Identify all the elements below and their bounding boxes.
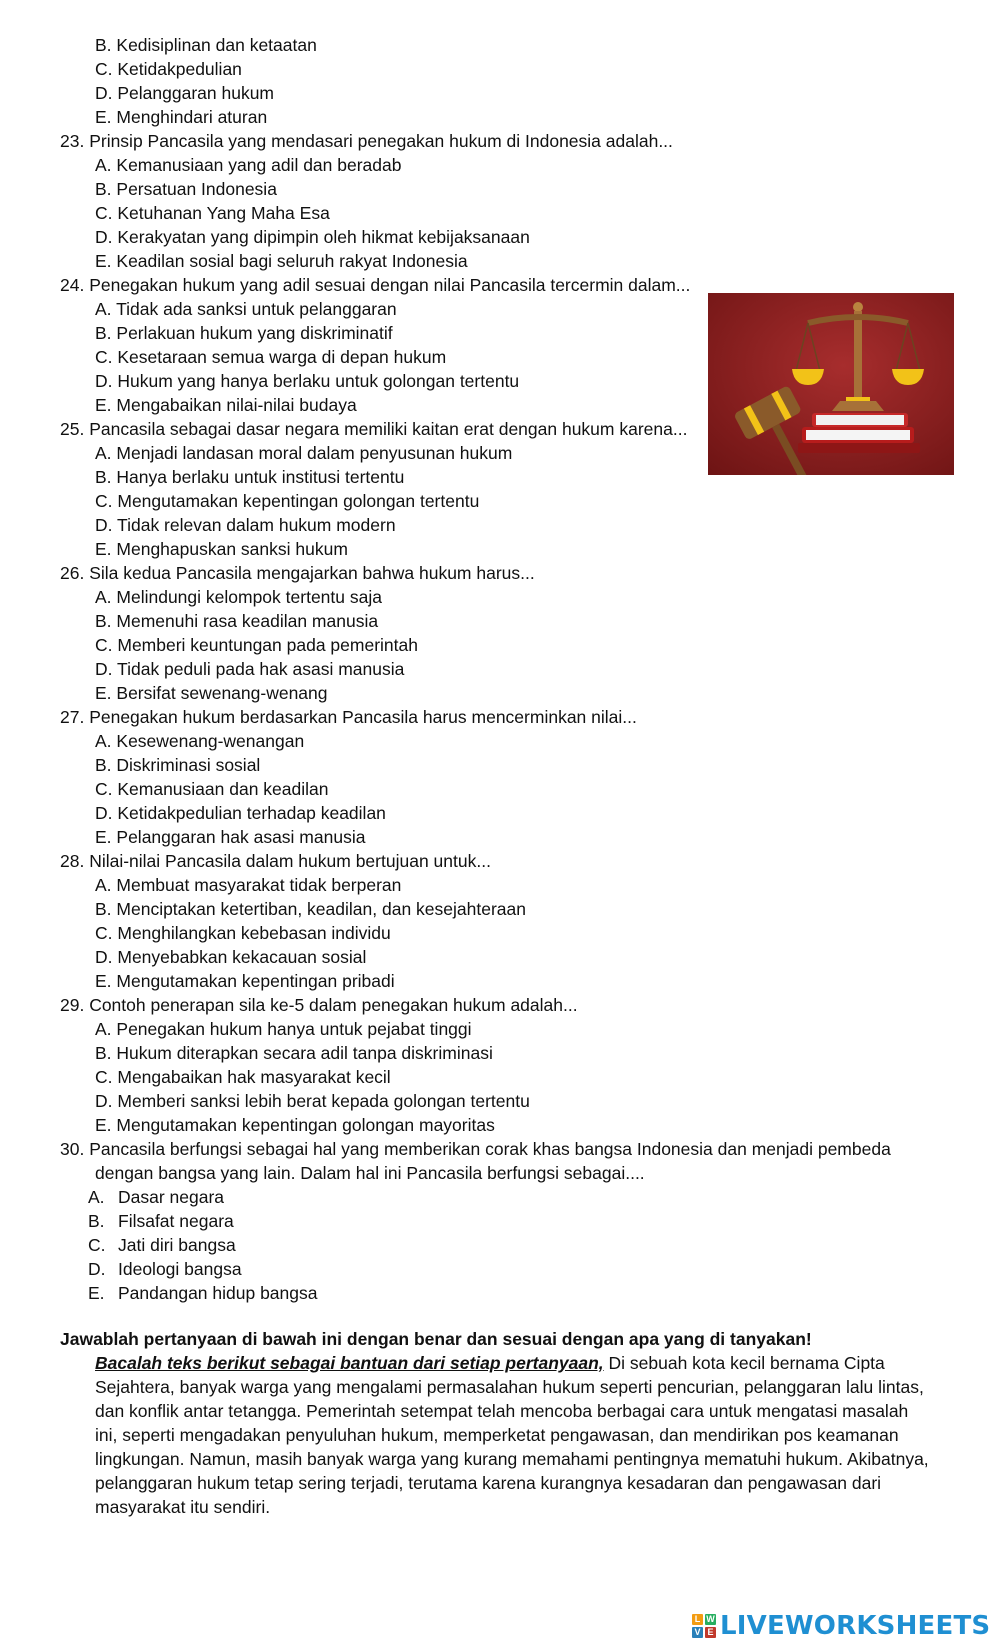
q25-option-a: A. Menjadi landasan moral dalam penyusunan hukum xyxy=(95,443,513,463)
question-27: 27. Penegakan hukum berdasarkan Pancasila harus mencerminkan nilai... xyxy=(60,707,637,727)
q26-option-d: D. Tidak peduli pada hak asasi manusia xyxy=(95,659,405,679)
q29-option-c: C. Mengabaikan hak masyarakat kecil xyxy=(95,1067,391,1087)
question-29: 29. Contoh penerapan sila ke-5 dalam penegakan hukum adalah... xyxy=(60,995,578,1015)
passage-line: pelanggaran hukum tetap sering terjadi, terutama karena kurangnya kesadaran dan pengawasan dari xyxy=(95,1473,882,1493)
q26-option-c: C. Memberi keuntungan pada pemerintah xyxy=(95,635,418,655)
q22-option-c: C. Ketidakpedulian xyxy=(95,59,242,79)
passage-line: ini, seperti mengadakan penyuluhan hukum, memperketat pengawasan, dan mendirikan pos keamanan xyxy=(95,1425,899,1445)
essay-instruction: Jawablah pertanyaan di bawah ini dengan benar dan sesuai dengan apa yang di tanyakan! xyxy=(60,1329,812,1349)
q27-option-e: E. Pelanggaran hak asasi manusia xyxy=(95,827,366,847)
q22-option-b: B. Kedisiplinan dan ketaatan xyxy=(95,35,317,55)
q27-option-c: C. Kemanusiaan dan keadilan xyxy=(95,779,329,799)
liveworksheets-wordmark: LIVEWORKSHEETS xyxy=(720,1611,991,1641)
q25-option-e: E. Menghapuskan sanksi hukum xyxy=(95,539,348,559)
q29-option-b: B. Hukum diterapkan secara adil tanpa diskriminasi xyxy=(95,1043,493,1063)
q22-option-e: E. Menghindari aturan xyxy=(95,107,268,127)
q24-option-b: B. Perlakuan hukum yang diskriminatif xyxy=(95,323,393,343)
question-23: 23. Prinsip Pancasila yang mendasari penegakan hukum di Indonesia adalah... xyxy=(60,131,673,151)
question-24: 24. Penegakan hukum yang adil sesuai dengan nilai Pancasila tercermin dalam... xyxy=(60,275,691,295)
question-25: 25. Pancasila sebagai dasar negara memiliki kaitan erat dengan hukum karena... xyxy=(60,419,688,439)
q22-option-d: D. Pelanggaran hukum xyxy=(95,83,274,103)
q23-option-a: A. Kemanusiaan yang adil dan beradab xyxy=(95,155,402,175)
justice-scale-gavel-image xyxy=(708,293,954,475)
passage-lead: Bacalah teks berikut sebagai bantuan dari setiap pertanyaan, xyxy=(95,1353,604,1373)
q26-option-e: E. Bersifat sewenang-wenang xyxy=(95,683,328,703)
question-28: 28. Nilai-nilai Pancasila dalam hukum bertujuan untuk... xyxy=(60,851,491,871)
q23-option-e: E. Keadilan sosial bagi seluruh rakyat Indonesia xyxy=(95,251,468,271)
passage-line: Sejahtera, banyak warga yang mengalami permasalahan hukum seperti pencurian, pelanggaran lalu lintas, xyxy=(95,1377,924,1397)
q28-option-c: C. Menghilangkan kebebasan individu xyxy=(95,923,391,943)
q25-option-d: D. Tidak relevan dalam hukum modern xyxy=(95,515,396,535)
q27-option-a: A. Kesewenang-wenangan xyxy=(95,731,305,751)
q27-option-d: D. Ketidakpedulian terhadap keadilan xyxy=(95,803,386,823)
passage-line-1: Bacalah teks berikut sebagai bantuan dari setiap pertanyaan, Di sebuah kota kecil bernama Cipta xyxy=(95,1353,885,1373)
q28-option-a: A. Membuat masyarakat tidak berperan xyxy=(95,875,402,895)
passage-line: dan konflik antar tetangga. Pemerintah setempat telah mencoba berbagai cara untuk mengatasi masalah xyxy=(95,1401,909,1421)
q24-option-e: E. Mengabaikan nilai-nilai budaya xyxy=(95,395,357,415)
liveworksheets-logo xyxy=(692,1611,990,1641)
q29-option-e: E. Mengutamakan kepentingan golongan mayoritas xyxy=(95,1115,495,1135)
q30-option-b: B. Filsafat negara xyxy=(88,1211,234,1231)
q30-option-e: E. Pandangan hidup bangsa xyxy=(88,1283,318,1303)
q23-option-c: C. Ketuhanan Yang Maha Esa xyxy=(95,203,330,223)
q28-option-b: B. Menciptakan ketertiban, keadilan, dan kesejahteraan xyxy=(95,899,526,919)
q25-option-c: C. Mengutamakan kepentingan golongan tertentu xyxy=(95,491,480,511)
q26-option-a: A. Melindungi kelompok tertentu saja xyxy=(95,587,382,607)
question-26: 26. Sila kedua Pancasila mengajarkan bahwa hukum harus... xyxy=(60,563,535,583)
q27-option-b: B. Diskriminasi sosial xyxy=(95,755,261,775)
q25-option-b: B. Hanya berlaku untuk institusi tertentu xyxy=(95,467,405,487)
q23-option-d: D. Kerakyatan yang dipimpin oleh hikmat kebijaksanaan xyxy=(95,227,530,247)
q28-option-d: D. Menyebabkan kekacauan sosial xyxy=(95,947,367,967)
books-icon xyxy=(798,413,920,453)
q30-option-a: A. Dasar negara xyxy=(88,1187,225,1207)
q24-option-d: D. Hukum yang hanya berlaku untuk golongan tertentu xyxy=(95,371,520,391)
q29-option-d: D. Memberi sanksi lebih berat kepada golongan tertentu xyxy=(95,1091,530,1111)
q30-option-d: D. Ideologi bangsa xyxy=(88,1259,242,1279)
passage-line: masyarakat itu sendiri. xyxy=(95,1497,271,1517)
question-30-continuation: dengan bangsa yang lain. Dalam hal ini Pancasila berfungsi sebagai.... xyxy=(95,1163,645,1183)
q24-option-c: C. Kesetaraan semua warga di depan hukum xyxy=(95,347,447,367)
passage-line: lingkungan. Namun, masih banyak warga yang kurang memahami pentingnya mematuhi hukum. Akibatnya, xyxy=(95,1449,929,1469)
q24-option-a: A. Tidak ada sanksi untuk pelanggaran xyxy=(95,299,397,319)
q23-option-b: B. Persatuan Indonesia xyxy=(95,179,277,199)
q26-option-b: B. Memenuhi rasa keadilan manusia xyxy=(95,611,379,631)
q30-option-c: C. Jati diri bangsa xyxy=(88,1235,236,1255)
q29-option-a: A. Penegakan hukum hanya untuk pejabat tinggi xyxy=(95,1019,472,1039)
question-30: 30. Pancasila berfungsi sebagai hal yang memberikan corak khas bangsa Indonesia dan menjadi pembeda xyxy=(60,1139,891,1159)
q28-option-e: E. Mengutamakan kepentingan pribadi xyxy=(95,971,395,991)
liveworksheets-mark-icon: L W V E xyxy=(692,1614,716,1638)
